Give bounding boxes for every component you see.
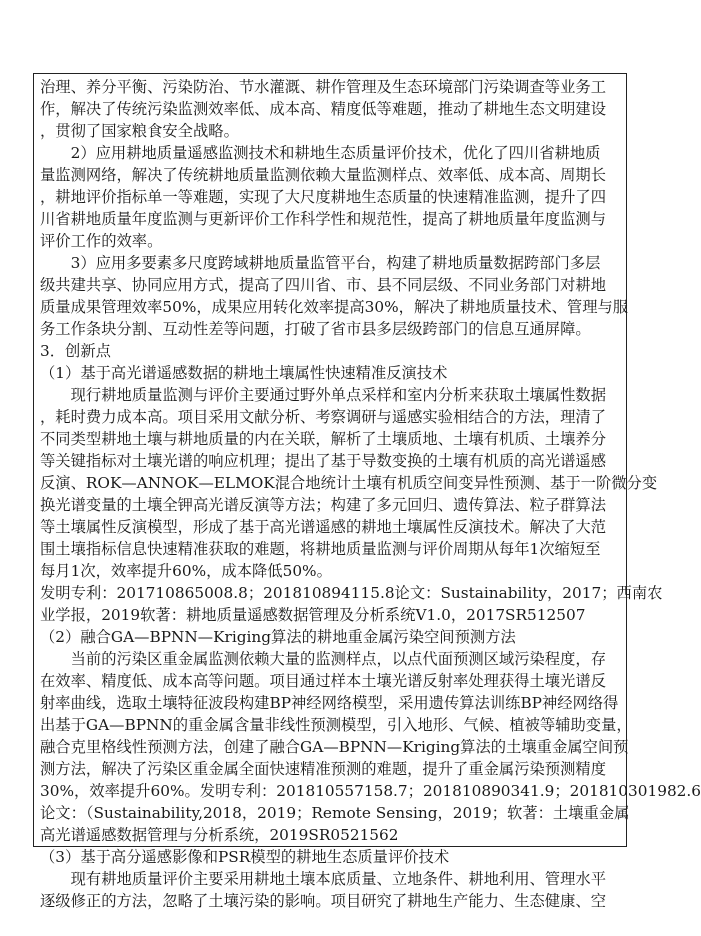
text-line: 质量成果管理效率50%，成果应用转化效率提高30%，解决了耕地质量技术、管理与服 xyxy=(40,298,629,316)
text-line: 不同类型耕地土壤与耕地质量的内在关联，解析了土壤质地、土壤有机质、土壤养分 xyxy=(40,430,606,448)
text-line: 融合克里格线性预测方法，创建了融合GA—BPNN—Kriging算法的土壤重金属空间预 xyxy=(40,738,629,756)
text-line: 射率曲线，选取土壤特征波段构建BP神经网络模型，采用遗传算法训练BP神经网络得 xyxy=(40,694,619,712)
text-line: 评价工作的效率。 xyxy=(40,232,163,250)
text-line: 务工作条块分割、互动性差等问题，打破了省市县多层级跨部门的信息互通屏障。 xyxy=(40,320,591,338)
text-line: ，贯彻了国家粮食安全战略。 xyxy=(40,122,239,140)
text-line: 治理、养分平衡、污染防治、节水灌溉、耕作管理及生态环境部门污染调查等业务工 xyxy=(40,78,606,96)
text-line: 测方法，解决了污染区重金属全面快速精准预测的难题，提升了重金属污染预测精度 xyxy=(40,760,606,778)
text-line: 围土壤指标信息快速精准获取的难题，将耕地质量监测与评价周期从每年1次缩短至 xyxy=(40,540,601,558)
text-line: 现行耕地质量监测与评价主要通过野外单点采样和室内分析来获取土壤属性数据 xyxy=(40,386,606,404)
document-body xyxy=(40,76,701,912)
text-line: ，耗时费力成本高。项目采用文献分析、考察调研与遥感实验相结合的方法，理清了 xyxy=(40,408,606,426)
text-line: 作，解决了传统污染监测效率低、成本高、精度低等难题，推动了耕地生态文明建设 xyxy=(40,100,606,118)
text-line: 3）应用多要素多尺度跨域耕地质量监管平台，构建了耕地质量数据跨部门多层 xyxy=(40,254,601,272)
text-line: 在效率、精度低、成本高等问题。项目通过样本土壤光谱反射率处理获得土壤光谱反 xyxy=(40,672,606,690)
text-line: 级共建共享、协同应用方式，提高了四川省、市、县不同层级、不同业务部门对耕地 xyxy=(40,276,606,294)
text-line: 等土壤属性反演模型，形成了基于高光谱遥感的耕地土壤属性反演技术。解决了大范 xyxy=(40,518,606,536)
text-line: 每月1次，效率提升60%，成本降低50%。 xyxy=(40,562,332,580)
text-line: 逐级修正的方法，忽略了土壤污染的影响。项目研究了耕地生产能力、生态健康、空 xyxy=(40,892,606,910)
text-line: 当前的污染区重金属监测依赖大量的监测样点，以点代面预测区域污染程度，存 xyxy=(40,650,606,668)
text-line: ，耕地评价指标单一等难题，实现了大尺度耕地生态质量的快速精准监测，提升了四 xyxy=(40,188,606,206)
text-line: 反演、ROK—ANNOK—ELMOK混合地统计土壤有机质空间变异性预测、基于一阶微分变 xyxy=(40,474,658,492)
text-line: 30%，效率提升60%。发明专利：201810557158.7；201810890341.9；201810301982.6 xyxy=(40,782,701,800)
text-line: 3．创新点 xyxy=(40,342,111,360)
text-line: （3）基于高分遥感影像和PSR模型的耕地生态质量评价技术 xyxy=(40,848,450,866)
text-line: 2）应用耕地质量遥感监测技术和耕地生态质量评价技术，优化了四川省耕地质 xyxy=(40,144,601,162)
text-line: 论文：（Sustainability,2018，2019；Remote Sensing，2019；软著：土壤重金属 xyxy=(40,804,630,822)
text-line: 量监测网络，解决了传统耕地质量监测依赖大量监测样点、效率低、成本高、周期长 xyxy=(40,166,606,184)
text-line: 出基于GA—BPNN的重金属含量非线性预测模型，引入地形、气候、植被等辅助变量， xyxy=(40,716,632,734)
text-line: 现有耕地质量评价主要采用耕地土壤本底质量、立地条件、耕地利用、管理水平 xyxy=(40,870,606,888)
text-line: 川省耕地质量年度监测与更新评价工作科学性和规范性，提高了耕地质量年度监测与 xyxy=(40,210,606,228)
text-line: （1）基于高光谱遥感数据的耕地土壤属性快速精准反演技术 xyxy=(40,364,448,382)
text-line: 发明专利：201710865008.8；201810894115.8论文：Sustainability，2017；西南农 xyxy=(40,584,663,602)
text-line: 高光谱遥感数据管理与分析系统，2019SR0521562 xyxy=(40,826,399,844)
text-line: （2）融合GA—BPNN—Kriging算法的耕地重金属污染空间预测方法 xyxy=(40,628,516,646)
text-line: 业学报，2019软著：耕地质量遥感数据管理及分析系统V1.0，2017SR512507 xyxy=(40,606,586,624)
text-line: 换光谱变量的土壤全钾高光谱反演等方法；构建了多元回归、遗传算法、粒子群算法 xyxy=(40,496,606,514)
text-line: 等关键指标对土壤光谱的响应机理；提出了基于导数变换的土壤有机质的高光谱遥感 xyxy=(40,452,606,470)
